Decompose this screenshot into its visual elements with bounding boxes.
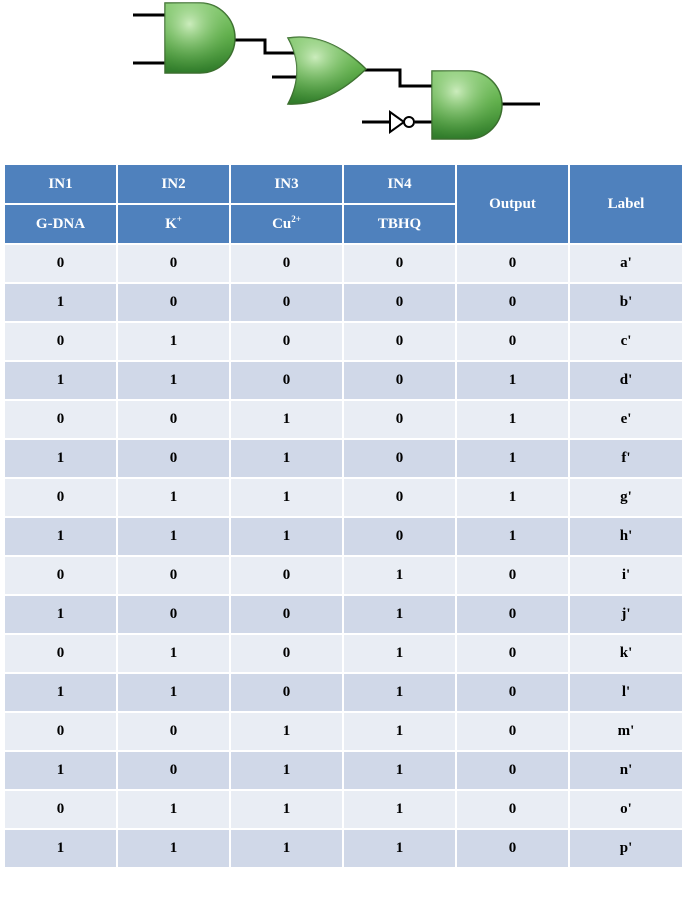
cell-label: b' — [569, 283, 683, 322]
cell-output: 1 — [456, 400, 569, 439]
table-row — [4, 478, 683, 517]
cell-in3: 1 — [230, 829, 343, 868]
cell-in3: 0 — [230, 595, 343, 634]
cell-in1: 0 — [4, 556, 117, 595]
cell-in4: 1 — [343, 790, 456, 829]
cell-output: 0 — [456, 283, 569, 322]
cell-in2: 0 — [117, 439, 230, 478]
cell-in3: 1 — [230, 751, 343, 790]
cell-in4: 0 — [343, 439, 456, 478]
cell-in1: 1 — [4, 751, 117, 790]
not-gate-icon — [390, 112, 414, 132]
header-in1: IN1 — [4, 164, 117, 204]
table-row — [4, 595, 683, 634]
cell-in4: 0 — [343, 244, 456, 283]
cell-label: c' — [569, 322, 683, 361]
cell-in3: 0 — [230, 556, 343, 595]
logic-circuit-diagram — [0, 0, 685, 150]
table-row — [4, 322, 683, 361]
cell-in3: 0 — [230, 634, 343, 673]
cell-output: 0 — [456, 673, 569, 712]
cell-label: a' — [569, 244, 683, 283]
cell-output: 0 — [456, 556, 569, 595]
table-row — [4, 829, 683, 868]
table-row — [4, 790, 683, 829]
cell-in1: 0 — [4, 634, 117, 673]
cell-in1: 1 — [4, 439, 117, 478]
input-name-gdna: G-DNA — [4, 204, 117, 244]
cell-in1: 0 — [4, 244, 117, 283]
cell-in4: 1 — [343, 712, 456, 751]
cell-label: e' — [569, 400, 683, 439]
header-in2: IN2 — [117, 164, 230, 204]
cell-label: j' — [569, 595, 683, 634]
cell-label: i' — [569, 556, 683, 595]
cell-in4: 1 — [343, 595, 456, 634]
table-row — [4, 283, 683, 322]
table-row — [4, 244, 683, 283]
cell-in2: 0 — [117, 283, 230, 322]
cell-in2: 1 — [117, 790, 230, 829]
cell-in1: 1 — [4, 361, 117, 400]
cell-in4: 0 — [343, 361, 456, 400]
cell-output: 0 — [456, 712, 569, 751]
cell-in2: 1 — [117, 361, 230, 400]
table-row — [4, 634, 683, 673]
cell-in4: 1 — [343, 829, 456, 868]
cell-in1: 1 — [4, 283, 117, 322]
cell-output: 0 — [456, 595, 569, 634]
cell-output: 0 — [456, 244, 569, 283]
cell-in1: 1 — [4, 829, 117, 868]
cell-in1: 0 — [4, 400, 117, 439]
and-gate-icon — [165, 3, 235, 73]
cell-in2: 1 — [117, 517, 230, 556]
cell-label: m' — [569, 712, 683, 751]
cell-output: 0 — [456, 634, 569, 673]
table-body — [4, 244, 683, 868]
truth-table — [3, 163, 684, 869]
cell-output: 1 — [456, 361, 569, 400]
table-row — [4, 751, 683, 790]
cell-in3: 1 — [230, 478, 343, 517]
cell-label: p' — [569, 829, 683, 868]
cell-in2: 0 — [117, 751, 230, 790]
cell-in2: 1 — [117, 322, 230, 361]
header-row-ids — [4, 164, 683, 204]
cell-label: f' — [569, 439, 683, 478]
cell-in2: 1 — [117, 478, 230, 517]
header-in3: IN3 — [230, 164, 343, 204]
cell-in1: 0 — [4, 322, 117, 361]
input-name-tbhq: TBHQ — [343, 204, 456, 244]
cell-in3: 1 — [230, 790, 343, 829]
cell-in2: 0 — [117, 400, 230, 439]
cell-in3: 1 — [230, 517, 343, 556]
header-in4: IN4 — [343, 164, 456, 204]
cell-label: l' — [569, 673, 683, 712]
cell-in4: 0 — [343, 400, 456, 439]
cell-in1: 0 — [4, 478, 117, 517]
table-row — [4, 439, 683, 478]
cell-in2: 0 — [117, 595, 230, 634]
cell-in4: 0 — [343, 283, 456, 322]
header-label: Label — [569, 164, 683, 244]
cell-in2: 0 — [117, 244, 230, 283]
cell-in1: 0 — [4, 790, 117, 829]
table-row — [4, 517, 683, 556]
cell-in2: 1 — [117, 673, 230, 712]
cell-in4: 0 — [343, 478, 456, 517]
cell-in2: 1 — [117, 829, 230, 868]
header-output: Output — [456, 164, 569, 244]
cell-in1: 1 — [4, 673, 117, 712]
cell-in3: 0 — [230, 322, 343, 361]
cell-in4: 0 — [343, 322, 456, 361]
table-row — [4, 556, 683, 595]
input-name-cu: $Cu^{2+}$ — [230, 204, 343, 244]
cell-in1: 1 — [4, 517, 117, 556]
table-row — [4, 361, 683, 400]
cell-in2: 0 — [117, 556, 230, 595]
cell-in3: 1 — [230, 439, 343, 478]
cell-in4: 1 — [343, 556, 456, 595]
cell-in3: 0 — [230, 283, 343, 322]
table-row — [4, 712, 683, 751]
cell-in1: 0 — [4, 712, 117, 751]
cell-output: 0 — [456, 751, 569, 790]
table-row — [4, 673, 683, 712]
cell-in4: 1 — [343, 673, 456, 712]
cell-label: h' — [569, 517, 683, 556]
cell-in1: 1 — [4, 595, 117, 634]
cell-label: o' — [569, 790, 683, 829]
cell-in3: 0 — [230, 673, 343, 712]
cell-in4: 1 — [343, 634, 456, 673]
cell-output: 0 — [456, 322, 569, 361]
cell-output: 1 — [456, 478, 569, 517]
table-row — [4, 400, 683, 439]
cell-output: 0 — [456, 829, 569, 868]
cell-output: 1 — [456, 517, 569, 556]
cell-label: d' — [569, 361, 683, 400]
cell-in3: 0 — [230, 244, 343, 283]
cell-label: n' — [569, 751, 683, 790]
cell-label: g' — [569, 478, 683, 517]
cell-in2: 1 — [117, 634, 230, 673]
cell-output: 1 — [456, 439, 569, 478]
cell-output: 0 — [456, 790, 569, 829]
cell-in4: 1 — [343, 751, 456, 790]
and-gate-icon — [432, 71, 502, 139]
cell-in3: 0 — [230, 361, 343, 400]
cell-in3: 1 — [230, 400, 343, 439]
cell-in3: 1 — [230, 712, 343, 751]
cell-in4: 0 — [343, 517, 456, 556]
input-name-k: K+ — [117, 204, 230, 244]
cell-in2: 0 — [117, 712, 230, 751]
cell-label: k' — [569, 634, 683, 673]
or-gate-icon — [288, 37, 366, 104]
